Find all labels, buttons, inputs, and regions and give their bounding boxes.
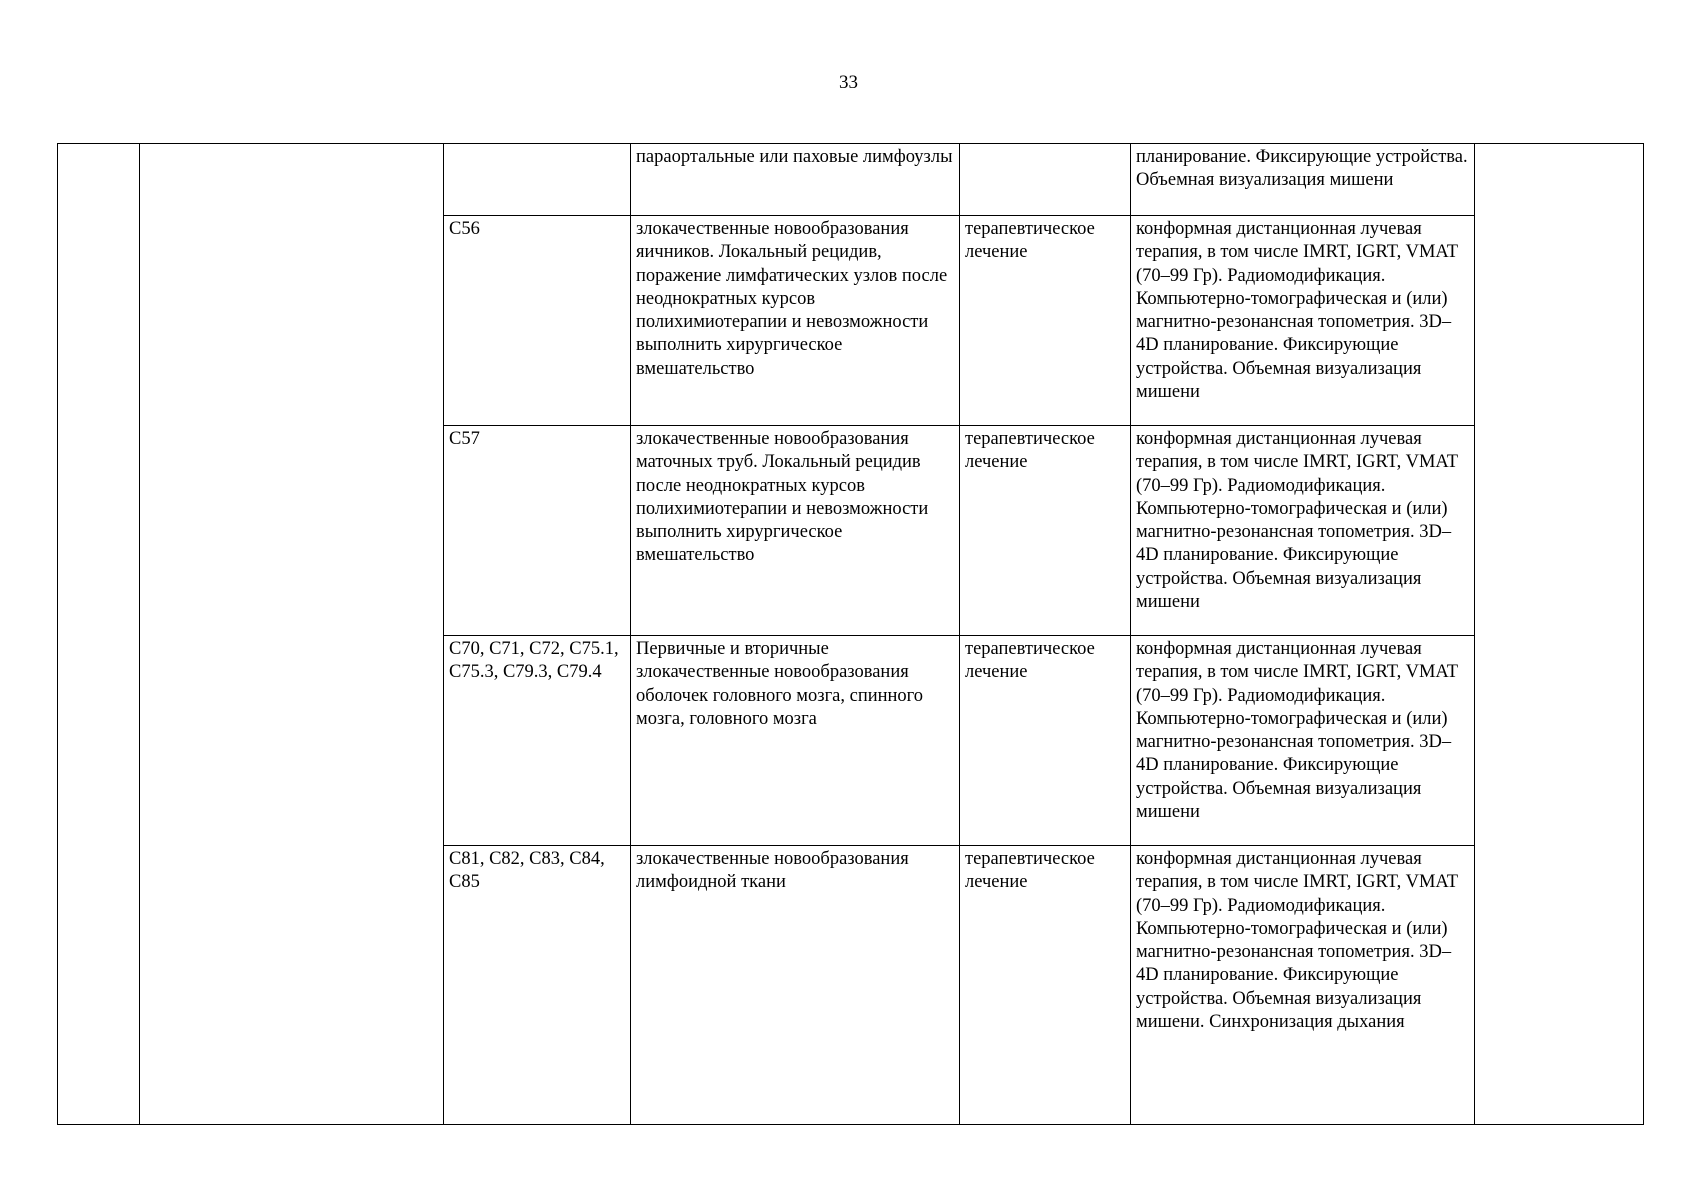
table-row: [58, 144, 1644, 216]
page-number: 33: [839, 72, 858, 93]
norm-column-cell: [1475, 144, 1644, 1125]
index-column-cell: [58, 144, 140, 1125]
code-cell: C57: [444, 426, 631, 636]
treatment-type-cell: терапевтическое лечение: [960, 846, 1131, 1125]
method-cell: конформная дистанционная лучевая терапия, в том числе IMRT, IGRT, VMAT (70–99 Гр). Радиомодификация. Компьютерно-томографическая и (или) магнитно-резонансная топометрия. 3D–4D планирование. Фиксирующие устройства. Объемная визуализация мишени. Синхронизация дыхания: [1131, 846, 1475, 1125]
procedures-table: [57, 143, 1644, 1125]
method-cell: планирование. Фиксирующие устройства. Объемная визуализация мишени: [1131, 144, 1475, 216]
diagnosis-cell: злокачественные новообразования лимфоидной ткани: [631, 846, 960, 1125]
treatment-type-cell: [960, 144, 1131, 216]
method-cell: конформная дистанционная лучевая терапия, в том числе IMRT, IGRT, VMAT (70–99 Гр). Радиомодификация. Компьютерно-томографическая и (или) магнитно-резонансная топометрия. 3D–4D планирование. Фиксирующие устройства. Объемная визуализация мишени: [1131, 216, 1475, 426]
diagnosis-cell: параортальные или паховые лимфоузлы: [631, 144, 960, 216]
diagnosis-cell: Первичные и вторичные злокачественные новообразования оболочек головного мозга, спинного мозга, головного мозга: [631, 636, 960, 846]
code-cell: C56: [444, 216, 631, 426]
method-cell: конформная дистанционная лучевая терапия, в том числе IMRT, IGRT, VMAT (70–99 Гр). Радиомодификация. Компьютерно-томографическая и (или) магнитно-резонансная топометрия. 3D–4D планирование. Фиксирующие устройства. Объемная визуализация мишени: [1131, 426, 1475, 636]
treatment-type-cell: терапевтическое лечение: [960, 426, 1131, 636]
treatment-type-cell: терапевтическое лечение: [960, 636, 1131, 846]
method-cell: конформная дистанционная лучевая терапия, в том числе IMRT, IGRT, VMAT (70–99 Гр). Радиомодификация. Компьютерно-томографическая и (или) магнитно-резонансная топометрия. 3D–4D планирование. Фиксирующие устройства. Объемная визуализация мишени: [1131, 636, 1475, 846]
code-cell: C70, C71, C72, C75.1, C75.3, C79.3, C79.4: [444, 636, 631, 846]
code-cell: [444, 144, 631, 216]
treatment-type-cell: терапевтическое лечение: [960, 216, 1131, 426]
profile-column-cell: [140, 144, 444, 1125]
diagnosis-cell: злокачественные новообразования маточных труб. Локальный рецидив после неоднократных курсов полихимиотерапии и невозможности выполнить хирургическое вмешательство: [631, 426, 960, 636]
code-cell: C81, C82, C83, C84, C85: [444, 846, 631, 1125]
diagnosis-cell: злокачественные новообразования яичников. Локальный рецидив, поражение лимфатических узлов после неоднократных курсов полихимиотерапии и невозможности выполнить хирургическое вмешательство: [631, 216, 960, 426]
